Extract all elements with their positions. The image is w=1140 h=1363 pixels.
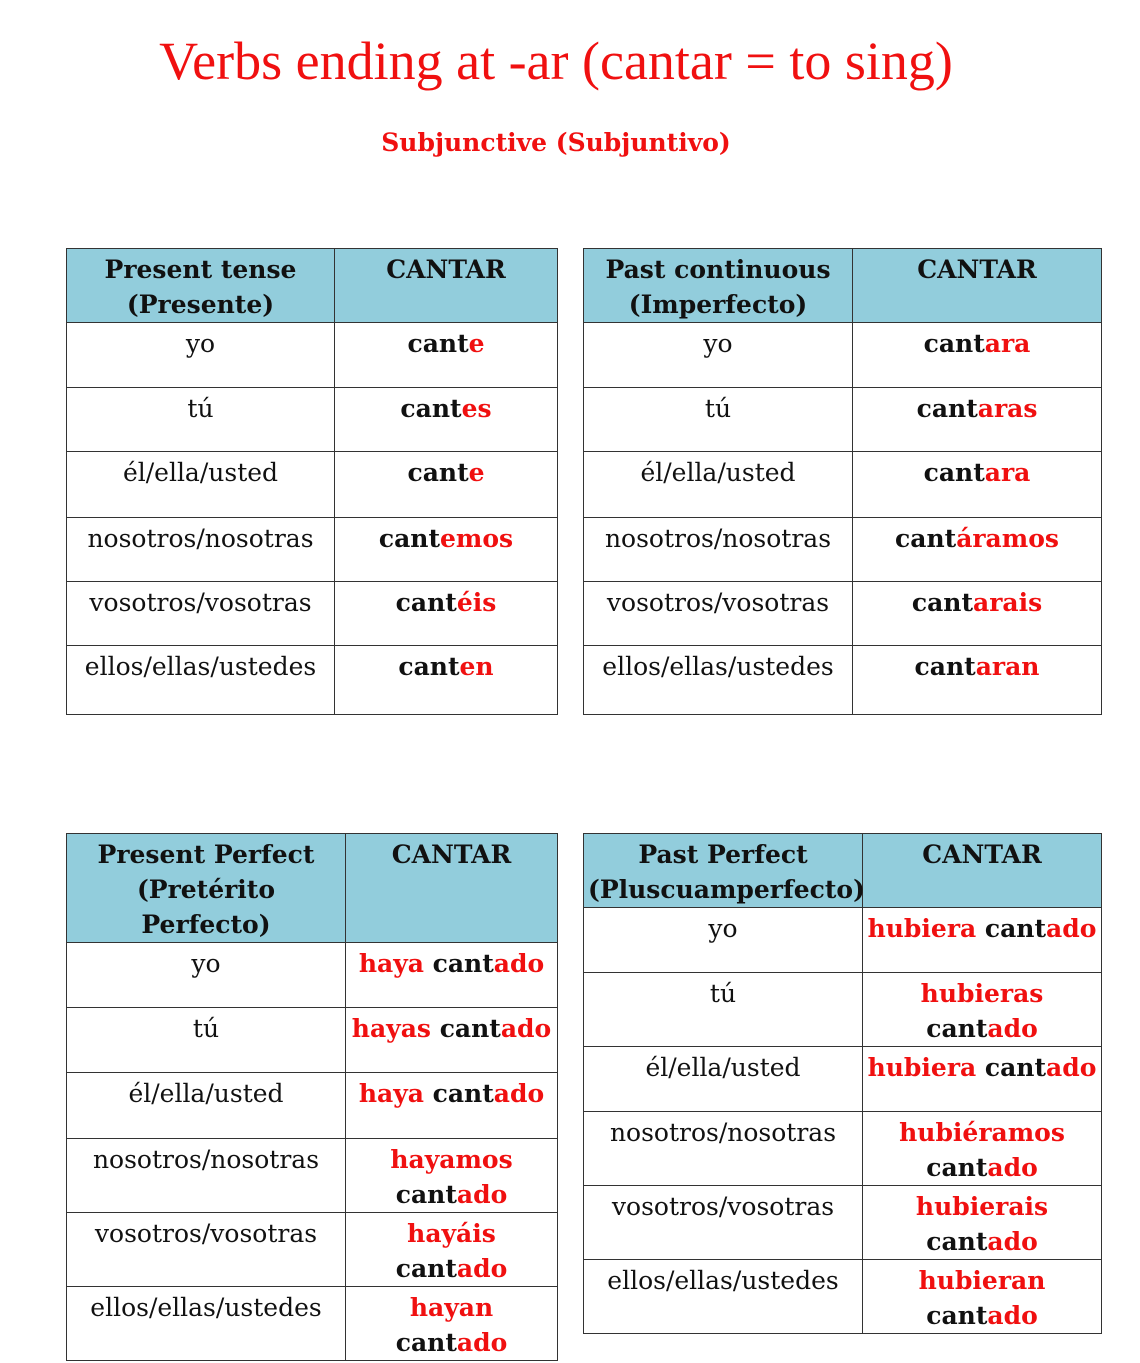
highlighted-ending: ado [987, 1014, 1038, 1043]
table-row [67, 1139, 558, 1213]
table-row [584, 518, 1102, 582]
pronoun-cell: nosotros/nosotras [584, 518, 853, 582]
conjugation-cell [853, 582, 1102, 646]
pronoun-cell: yo [67, 323, 335, 388]
pronoun-cell: yo [584, 908, 863, 973]
conjugation-cell [346, 1073, 558, 1139]
table-row [584, 1112, 1102, 1186]
verb-stem: cant [923, 458, 985, 487]
highlighted-ending: hubieran [918, 1266, 1046, 1295]
pronoun-cell: ellos/ellas/ustedes [584, 646, 853, 715]
table-header-row [67, 834, 558, 943]
highlighted-ending: haya [358, 1079, 433, 1108]
pronoun-cell: nosotros/nosotras [584, 1112, 863, 1186]
highlighted-ending: ado [987, 1153, 1038, 1182]
pronoun-cell: tú [584, 973, 863, 1047]
highlighted-ending: en [459, 652, 494, 681]
table-present-perfect [66, 833, 558, 1361]
pronoun-cell: tú [67, 1008, 346, 1073]
highlighted-ending: haya [358, 949, 433, 978]
table-row [584, 388, 1102, 452]
table-past-continuous [583, 248, 1102, 715]
verb-stem: cant [923, 329, 985, 358]
verb-stem: cant [432, 949, 494, 978]
table-present-tense [66, 248, 558, 715]
table-row [67, 582, 558, 646]
highlighted-ending: ado [456, 1180, 508, 1209]
pronoun-cell: tú [67, 388, 335, 452]
verb-stem: cant [407, 329, 469, 358]
highlighted-ending: e [468, 329, 485, 358]
verb-header: CANTAR [863, 834, 1102, 908]
verb-stem: cant [914, 652, 976, 681]
table-row [67, 1073, 558, 1139]
highlighted-ending: arais [973, 588, 1043, 617]
conjugation-cell [346, 943, 558, 1008]
table-row [67, 518, 558, 582]
verb-header: CANTAR [346, 834, 558, 943]
highlighted-ending: aras [977, 394, 1038, 423]
table-row [67, 1287, 558, 1361]
table-row [584, 646, 1102, 715]
conjugation-cell [346, 1139, 558, 1213]
verb-stem: cant [926, 1014, 988, 1043]
conjugation-cell [853, 388, 1102, 452]
highlighted-ending: hubiera [867, 914, 985, 943]
table-row [584, 323, 1102, 388]
highlighted-ending: éis [456, 588, 497, 617]
pronoun-cell: ellos/ellas/ustedes [67, 646, 335, 715]
pronoun-cell: vosotros/vosotras [584, 1186, 863, 1260]
conjugation-cell [335, 452, 558, 518]
conjugation-cell [346, 1213, 558, 1287]
highlighted-ending: ado [500, 1014, 552, 1043]
highlighted-ending: es [461, 394, 492, 423]
verb-stem: cant [398, 652, 460, 681]
page-subtitle: Subjunctive (Subjuntivo) [381, 128, 731, 157]
highlighted-ending: e [468, 458, 485, 487]
highlighted-ending: emos [440, 524, 514, 553]
conjugation-cell [335, 582, 558, 646]
pronoun-cell: yo [584, 323, 853, 388]
verb-stem: cant [911, 588, 973, 617]
conjugation-cell [335, 518, 558, 582]
highlighted-ending: ado [987, 1227, 1038, 1256]
pronoun-cell: él/ella/usted [67, 1073, 346, 1139]
table-row [584, 1047, 1102, 1112]
verb-stem: cant [984, 914, 1047, 943]
page-title: Verbs ending at -ar (cantar = to sing) [159, 31, 953, 91]
pronoun-cell: él/ella/usted [584, 1047, 863, 1112]
conjugation-cell [863, 908, 1102, 973]
verb-stem: cant [378, 524, 441, 553]
verb-stem: cant [395, 1180, 457, 1209]
pronoun-cell: yo [67, 943, 346, 1008]
conjugation-cell [335, 388, 558, 452]
highlighted-ending: ara [984, 329, 1031, 358]
table-header-row [584, 834, 1102, 908]
highlighted-ending: hayan [409, 1293, 494, 1322]
pronoun-cell: nosotros/nosotras [67, 518, 335, 582]
highlighted-ending: hubiera [867, 1053, 985, 1082]
conjugation-cell [853, 452, 1102, 518]
conjugation-cell [863, 1047, 1102, 1112]
pronoun-cell: vosotros/vosotras [67, 1213, 346, 1287]
highlighted-ending: ado [1046, 1053, 1097, 1082]
table-header-row [67, 249, 558, 323]
highlighted-ending: ado [456, 1254, 508, 1283]
conjugation-cell [853, 646, 1102, 715]
table-row [67, 1008, 558, 1073]
highlighted-ending: hayáis [407, 1219, 496, 1248]
highlighted-ending: aran [975, 652, 1040, 681]
verb-header: CANTAR [335, 249, 558, 323]
highlighted-ending: ara [984, 458, 1031, 487]
pronoun-cell: ellos/ellas/ustedes [584, 1260, 863, 1334]
pronoun-cell: tú [584, 388, 853, 452]
verb-header: CANTAR [853, 249, 1102, 323]
verb-stem: cant [926, 1153, 988, 1182]
pronoun-cell: vosotros/vosotras [584, 582, 853, 646]
verb-stem: cant [395, 1254, 457, 1283]
verb-stem: cant [439, 1014, 501, 1043]
conjugation-cell [853, 518, 1102, 582]
table-row [67, 1213, 558, 1287]
conjugation-cell [853, 323, 1102, 388]
table-row [584, 1186, 1102, 1260]
pronoun-cell: vosotros/vosotras [67, 582, 335, 646]
verb-stem: cant [400, 394, 462, 423]
pronoun-cell: él/ella/usted [67, 452, 335, 518]
highlighted-ending: ado [493, 1079, 545, 1108]
pronoun-cell: él/ella/usted [584, 452, 853, 518]
highlighted-ending: hayamos [390, 1145, 513, 1174]
table-header-row [584, 249, 1102, 323]
verb-stem: cant [895, 524, 957, 553]
verb-stem: cant [407, 458, 469, 487]
pronoun-cell: nosotros/nosotras [67, 1139, 346, 1213]
highlighted-ending: hubieras [920, 979, 1044, 1008]
verb-stem: cant [432, 1079, 494, 1108]
conjugation-cell [863, 1260, 1102, 1334]
verb-stem: cant [916, 394, 978, 423]
verb-stem: cant [395, 588, 457, 617]
highlighted-ending: ado [1046, 914, 1097, 943]
table-row [584, 1260, 1102, 1334]
conjugation-cell [346, 1287, 558, 1361]
verb-stem: cant [395, 1328, 457, 1357]
highlighted-ending: ado [987, 1301, 1038, 1330]
tense-header: Past continuous (Imperfecto) [584, 249, 853, 323]
table-row [67, 452, 558, 518]
highlighted-ending: ado [456, 1328, 508, 1357]
table-row [584, 908, 1102, 973]
pronoun-cell: ellos/ellas/ustedes [67, 1287, 346, 1361]
conjugation-cell [335, 646, 558, 715]
table-row [67, 646, 558, 715]
verb-stem: cant [926, 1301, 988, 1330]
table-row [584, 452, 1102, 518]
tense-header: Past Perfect (Pluscuamperfecto) [584, 834, 863, 908]
table-row [67, 943, 558, 1008]
verb-stem: cant [926, 1227, 988, 1256]
highlighted-ending: hayas [351, 1014, 440, 1043]
table-row [67, 323, 558, 388]
tense-header: Present Perfect (Pretérito Perfecto) [67, 834, 346, 943]
highlighted-ending: ado [493, 949, 545, 978]
table-row [67, 388, 558, 452]
highlighted-ending: hubiéramos [899, 1118, 1065, 1147]
conjugation-cell [346, 1008, 558, 1073]
highlighted-ending: hubierais [915, 1192, 1049, 1221]
conjugation-cell [863, 1112, 1102, 1186]
conjugation-cell [863, 973, 1102, 1047]
table-row [584, 582, 1102, 646]
conjugation-cell [335, 323, 558, 388]
conjugation-cell [863, 1186, 1102, 1260]
highlighted-ending: áramos [956, 524, 1059, 553]
table-past-perfect [583, 833, 1102, 1334]
tense-header: Present tense (Presente) [67, 249, 335, 323]
table-row [584, 973, 1102, 1047]
verb-stem: cant [984, 1053, 1047, 1082]
